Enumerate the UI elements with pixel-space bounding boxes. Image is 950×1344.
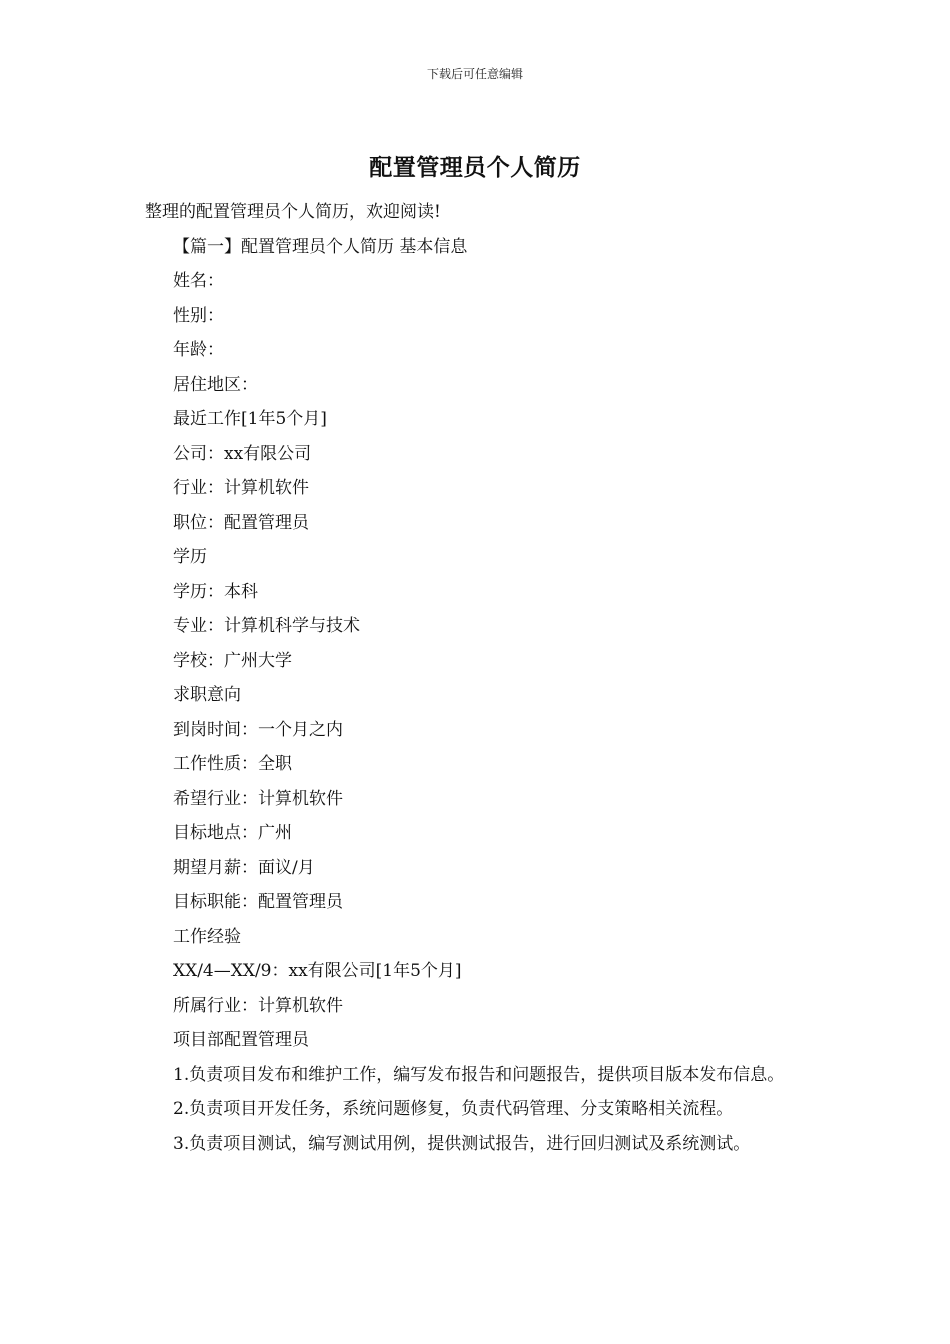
field-desired-industry: 希望行业：计算机软件 [173, 788, 343, 809]
field-degree: 学历：本科 [173, 581, 258, 602]
field-name: 姓名： [173, 271, 224, 291]
field-company: 公司：xx有限公司 [173, 443, 312, 464]
experience-period: XX/4—XX/9：xx有限公司[1年5个月] [173, 961, 462, 981]
field-age: 年龄： [173, 340, 224, 360]
duty-item-1: 1.负责项目发布和维护工作，编写发布报告和问题报告，提供项目版本发布信息。 [173, 1064, 785, 1085]
field-position: 职位：配置管理员 [173, 512, 309, 533]
duty-item-3: 3.负责项目测试，编写测试用例，提供测试报告，进行回归测试及系统测试。 [173, 1133, 751, 1154]
field-job-type: 工作性质：全职 [173, 754, 292, 774]
experience-industry: 所属行业：计算机软件 [173, 995, 343, 1016]
field-major: 专业：计算机科学与技术 [173, 616, 360, 636]
field-start-time: 到岗时间：一个月之内 [173, 719, 343, 740]
section-heading-job-intention: 求职意向 [173, 685, 241, 705]
duty-item-2: 2.负责项目开发任务，系统问题修复，负责代码管理、分支策略相关流程。 [173, 1099, 734, 1119]
field-residence: 居住地区： [173, 374, 258, 395]
experience-role: 项目部配置管理员 [173, 1030, 309, 1050]
document-body [145, 195, 825, 1161]
section-heading-work-experience: 工作经验 [173, 926, 241, 947]
field-school: 学校：广州大学 [173, 650, 292, 671]
field-gender: 性别： [173, 305, 224, 326]
section-heading-basic-info: 【篇一】配置管理员个人简历 基本信息 [173, 236, 468, 257]
section-heading-education: 学历 [173, 547, 207, 567]
field-expected-salary: 期望月薪：面议/月 [173, 857, 315, 878]
field-industry: 行业：计算机软件 [173, 478, 309, 498]
field-target-function: 目标职能：配置管理员 [173, 892, 343, 912]
field-target-location: 目标地点：广州 [173, 823, 292, 843]
field-recent-work: 最近工作[1年5个月] [173, 409, 327, 429]
intro-paragraph: 整理的配置管理员个人简历，欢迎阅读! [145, 202, 441, 222]
page-header-note: 下载后可任意编辑 [426, 67, 523, 81]
document-title: 配置管理员个人简历 [369, 154, 581, 181]
